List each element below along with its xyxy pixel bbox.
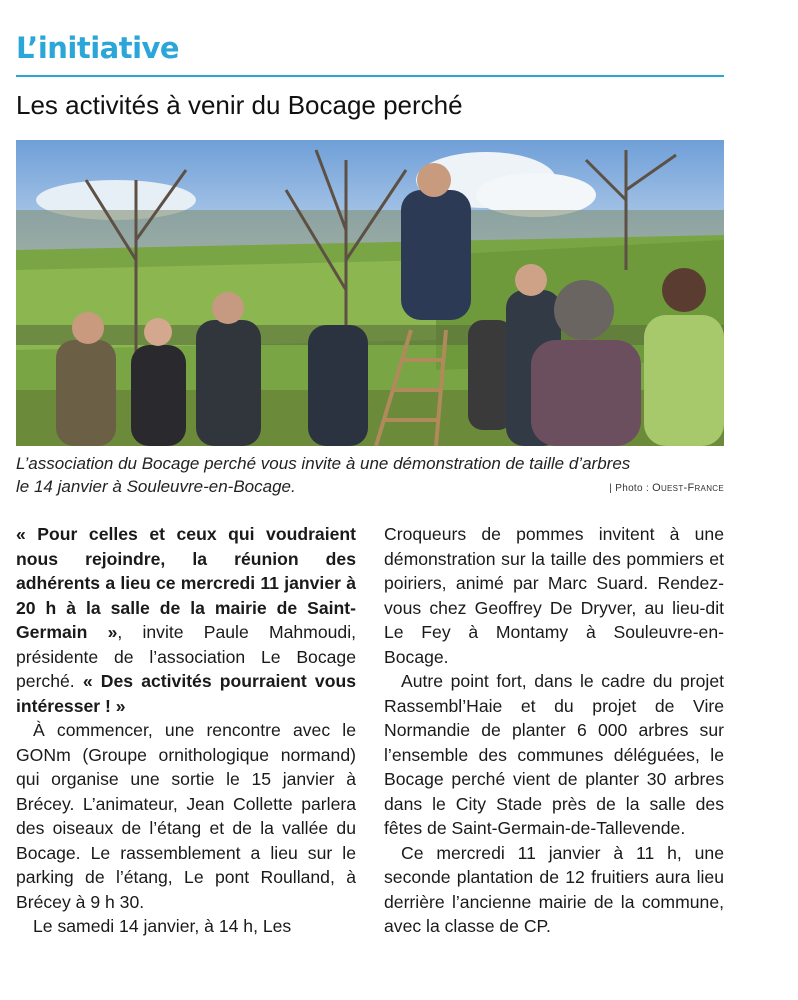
article-photo (16, 140, 724, 446)
caption-line-1: L’association du Bocage perché vous invite à une démonstration de taille d’arbres (16, 454, 631, 473)
paragraph-plantation: Autre point fort, dans le cadre du projet Rassembl’Haie et du projet de Vire Normandie de planter 6 000 arbres sur l’ensemble des communes déléguées, le Bocage perché vient de planter 30 arbres dans le City Stade près de la salle des fêtes de Saint-Germain-de-Tallevende. (384, 671, 724, 838)
orchard-pruning-photo (16, 140, 724, 446)
article-column-right (384, 522, 724, 939)
article-headline: Les activités à venir du Bocage perché (16, 90, 463, 120)
rubric-divider (16, 75, 724, 77)
paragraph-croqueurs-start: Le samedi 14 janvier, à 14 h, Les (33, 916, 292, 936)
article-column-left (16, 522, 356, 939)
intro-text: , invite Paule Mahmoudi, présidente de l’association Le Bocage perché. (16, 622, 356, 691)
quote-meeting: « Pour celles et ceux qui voudraient nous rejoindre, la réunion des adhérents a lieu ce mercredi 11 janvier à 20 h à la salle de la mairie de Saint-Germain » (16, 524, 356, 642)
paragraph-croqueurs-cont: Croqueurs de pommes invitent à une démonstration sur la taille des pommiers et poiriers, animé par Marc Suard. Rendez-vous chez Geoffrey De Dryver, au lieu-dit Le Fey à Montamy à Souleuvre-en-Bocage. (384, 524, 724, 667)
section-rubric: L’initiative (16, 31, 180, 65)
paragraph-gonm: À commencer, une rencontre avec le GONm (Groupe ornithologique normand) qui organise une sortie le 15 janvier à Brécey. L’animateur, Jean Collette parlera des oiseaux de l’étang et de la vallée du Bocage. Le rassemblement a lieu sur le parking de l’étang, Le pont Roulland, à Brécey à 9 h 30. (16, 720, 356, 912)
credit-source: Ouest-France (652, 482, 724, 494)
paragraph-second-plantation: Ce mercredi 11 janvier à 11 h, une seconde plantation de 12 fruitiers aura lieu derrière l’ancienne mairie de la commune, avec la classe de CP. (384, 842, 724, 936)
paragraph-intro (16, 522, 356, 718)
quote-activities: « Des activités pourraient vous intéresser ! » (16, 671, 356, 716)
credit-prefix: | Photo : (609, 483, 653, 494)
caption-line-2: le 14 janvier à Souleuvre-en-Bocage. (16, 477, 296, 496)
photo-credit (609, 482, 724, 494)
